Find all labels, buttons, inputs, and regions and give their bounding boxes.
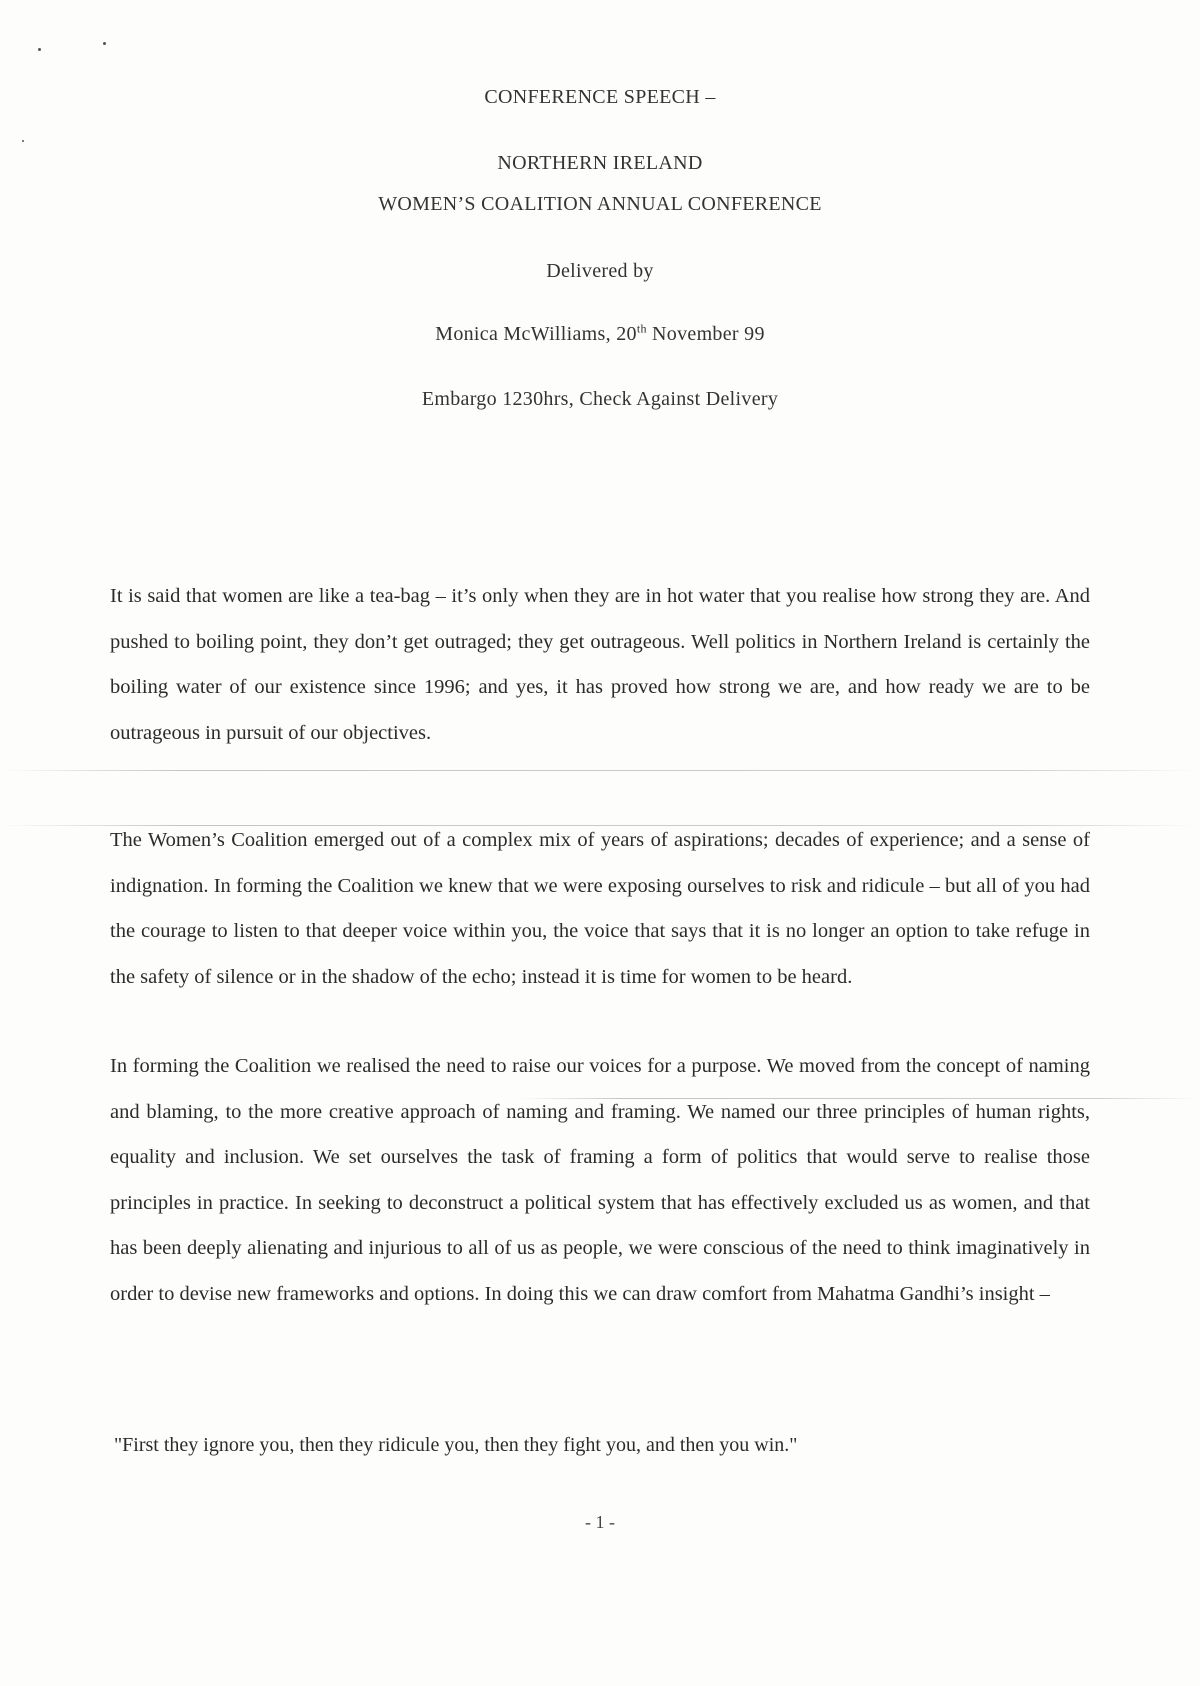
speaker-name: Monica McWilliams, 20 — [435, 323, 637, 345]
scan-line — [0, 770, 1200, 771]
header-line-3: WOMEN’S COALITION ANNUAL CONFERENCE — [378, 193, 822, 215]
delivered-by-label: Delivered by — [546, 260, 654, 282]
scan-speck — [22, 140, 24, 142]
embargo-line: Embargo 1230hrs, Check Against Delivery — [421, 388, 779, 410]
paragraph-text: The Women’s Coalition emerged out of a complex mix of years of aspirations; decades of experience; and a sense of indignation. In forming the Coalition we knew that we were exposing ourselves to risk and ridicule – but all of you had the courage to listen to that deeper voice within you, the voice that says that it is no longer an option to take refuge in the safety of silence or in the shadow of the echo; instead it is time for women to be heard. — [110, 829, 1090, 988]
page-number: - 1 - — [585, 1512, 615, 1532]
speaker-date-line — [0, 323, 1200, 346]
date-rest: November 99 — [646, 323, 765, 345]
paragraph-text: It is said that women are like a tea-bag – it’s only when they are in hot water that you realise how strong they are. And pushed to boiling point, they don’t get outraged; they get outrageous. Well politics in Northern Ireland is certainly the boiling water of our existence since 1996; and yes, it has proved how strong we are, and how ready we are to be outrageous in pursuit of our objectives. — [110, 585, 1090, 744]
paragraph-text: In forming the Coalition we realised the need to raise our voices for a purpose. We moved from the concept of naming and blaming, to the more creative approach of naming and framing. We named our three principles of human rights, equality and inclusion. We set ourselves the task of framing a form of politics that would serve to realise those principles in practice. In seeking to deconstruct a political system that has effectively excluded us as women, and that has been deeply alienating and injurious to all of us as people, we were conscious of the need to think imaginatively in order to devise new frameworks and options. In doing this we can draw comfort from Mahatma Gandhi’s insight – — [110, 1055, 1090, 1305]
page-title: CONFERENCE SPEECH – — [484, 86, 716, 108]
paragraph-1 — [110, 574, 1090, 756]
paragraph-3 — [110, 1044, 1090, 1317]
date-ordinal: th — [636, 321, 647, 336]
scan-speck — [103, 42, 106, 45]
header-line-2: NORTHERN IRELAND — [497, 152, 703, 174]
scan-speck — [38, 48, 41, 51]
gandhi-quote: "First they ignore you, then they ridicule you, then they fight you, and then you win." — [114, 1434, 798, 1456]
paragraph-2 — [110, 818, 1090, 1000]
